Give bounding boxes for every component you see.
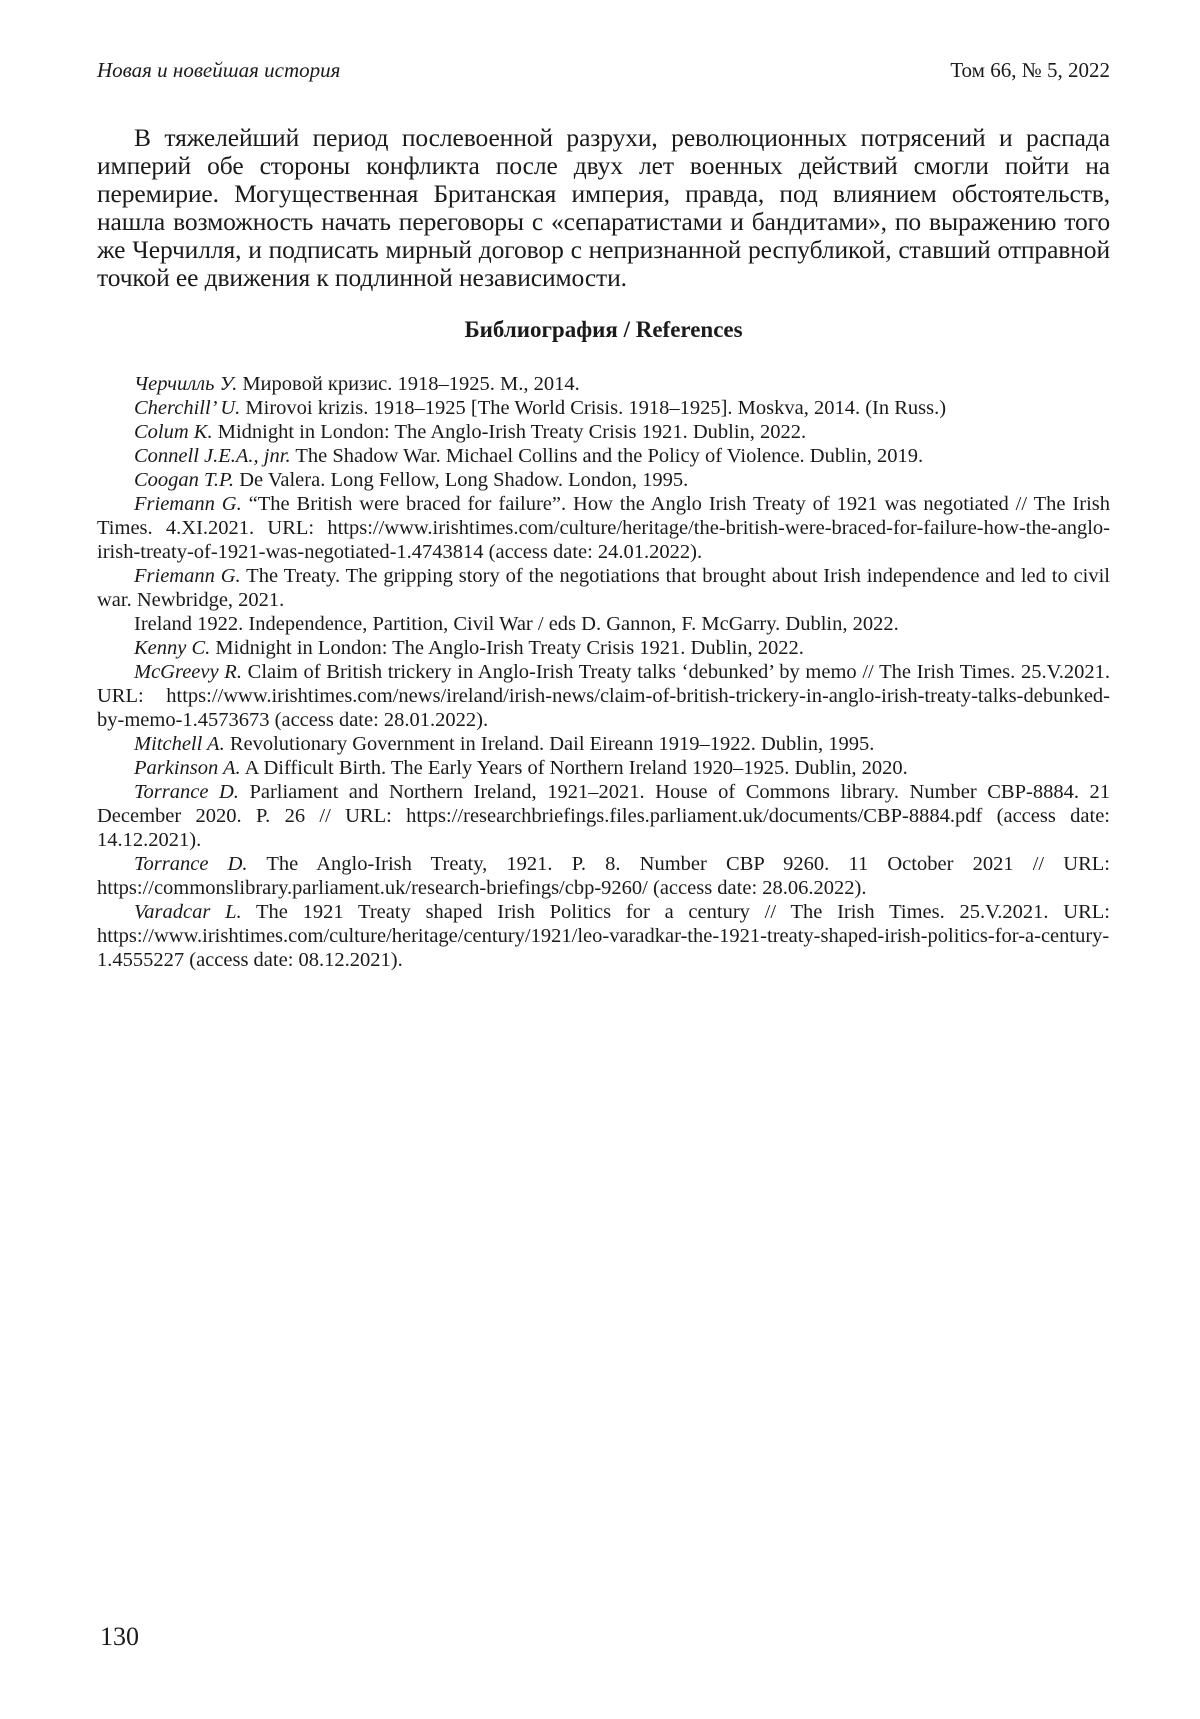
bibliography-heading: Библиография / References [464,317,743,342]
reference-text: Claim of British trickery in Anglo-Irish Treaty talks ‘debunked’ by memo // The Irish Times. 25.V.2021. URL: https://www.irishtimes.com/news/ireland/irish-news/claim-of-british-trickery-in-anglo-irish-treaty-talks-debunked-by-memo-1.4573673 (access date: 28.01.2022). [97,661,1110,731]
reference-author: Colum K. [134,421,213,443]
reference-entry [97,492,1110,564]
reference-entry [97,660,1110,732]
reference-entry [97,396,1110,420]
reference-author: Coogan T.P. [134,469,235,491]
running-head [97,58,1110,82]
reference-text: Midnight in London: The Anglo-Irish Treaty Crisis 1921. Dublin, 2022. [210,637,804,659]
reference-text: De Valera. Long Fellow, Long Shadow. London, 1995. [234,469,689,491]
reference-entry [97,732,1110,756]
body-paragraph: В тяжелейший период послевоенной разрухи, революционных потрясений и распада империй обе стороны конфликта после двух лет военных действий смогли пойти на перемирие. Могущественная Британская империя, правда, под влиянием обстоятельств, нашла возможность начать переговоры с «сепаратистами и бандитами», по выражению того же Черчилля, и подписать мирный договор с непризнанной республикой, ставший отправной точкой ее движения к подлинной независимости. [97,123,1110,292]
reference-entry [97,420,1110,444]
reference-text: A Difficult Birth. The Early Years of Northern Ireland 1920–1925. Dublin, 2020. [240,757,908,779]
reference-author: Friemann G. [134,565,241,587]
reference-author: Kenny C. [134,637,211,659]
reference-entry [97,444,1110,468]
reference-text: “The British were braced for failure”. How the Anglo Irish Treaty of 1921 was negotiated // The Irish Times. 4.XI.2021. URL: https://www.irishtimes.com/culture/heritage/the-british-were-braced-for-failure-how-the-anglo-irish-treaty-of-1921-was-negotiated-1.4743814 (access date: 24.01.2022). [97,493,1110,563]
reference-text: The Anglo-Irish Treaty, 1921. P. 8. Number CBP 9260. 11 October 2021 // URL: https://commonslibrary.parliament.uk/research-briefings/cbp-9260/ (access date: 28.06.2022). [97,853,1110,899]
reference-author: McGreevy R. [134,661,242,683]
reference-author: Torrance D. [134,853,248,875]
reference-author: Torrance D. [134,781,239,803]
reference-text: Midnight in London: The Anglo-Irish Treaty Crisis 1921. Dublin, 2022. [212,421,807,443]
reference-author: Cherchill’ U. [134,397,241,419]
reference-text: Parliament and Northern Ireland, 1921–2021. House of Commons library. Number CBP-8884. 21 December 2020. P. 26 // URL: https://researchbriefings.files.parliament.uk/documents/CBP-8884.pdf (access date: 14.12.2021). [97,781,1110,851]
journal-title: Новая и новейшая история [97,58,341,82]
reference-text: The 1921 Treaty shaped Irish Politics for a century // The Irish Times. 25.V.2021. URL: https://www.irishtimes.com/culture/heritage/century/1921/leo-varadkar-the-1921-treaty-shaped-irish-politics-for-a-century-1.4555227 (access date: 08.12.2021). [97,901,1110,971]
page-number: 130 [100,1622,139,1651]
reference-text: Мировой кризис. 1918–1925. М., 2014. [237,373,580,395]
reference-entry [97,756,1110,780]
references-list [97,372,1110,972]
reference-author: Varadcar L. [134,901,242,923]
reference-text: Revolutionary Government in Ireland. Dail Eireann 1919–1922. Dublin, 1995. [224,733,875,755]
reference-text: The Shadow War. Michael Collins and the Policy of Violence. Dublin, 2019. [290,445,924,467]
reference-author: Черчилль У. [134,373,238,395]
reference-entry [97,612,1110,636]
reference-author: Connell J.E.A., jnr. [134,445,291,467]
reference-entry [97,372,1110,396]
issue-info: Том 66, № 5, 2022 [950,58,1110,82]
reference-entry [97,564,1110,612]
reference-author: Parkinson A. [134,757,241,779]
reference-entry [97,780,1110,852]
reference-entry [97,900,1110,972]
reference-entry [97,852,1110,900]
reference-author: Friemann G. [134,493,242,515]
reference-author: Mitchell A. [134,733,225,755]
reference-text: The Treaty. The gripping story of the negotiations that brought about Irish independence and led to civil war. Newbridge, 2021. [97,565,1111,611]
reference-text: Ireland 1922. Independence, Partition, Civil War / eds D. Gannon, F. McGarry. Dublin, 2022. [134,613,899,635]
reference-entry [97,636,1110,660]
reference-text: Mirovoi krizis. 1918–1925 [The World Crisis. 1918–1925]. Moskva, 2014. (In Russ.) [240,397,947,419]
reference-entry [97,468,1110,492]
